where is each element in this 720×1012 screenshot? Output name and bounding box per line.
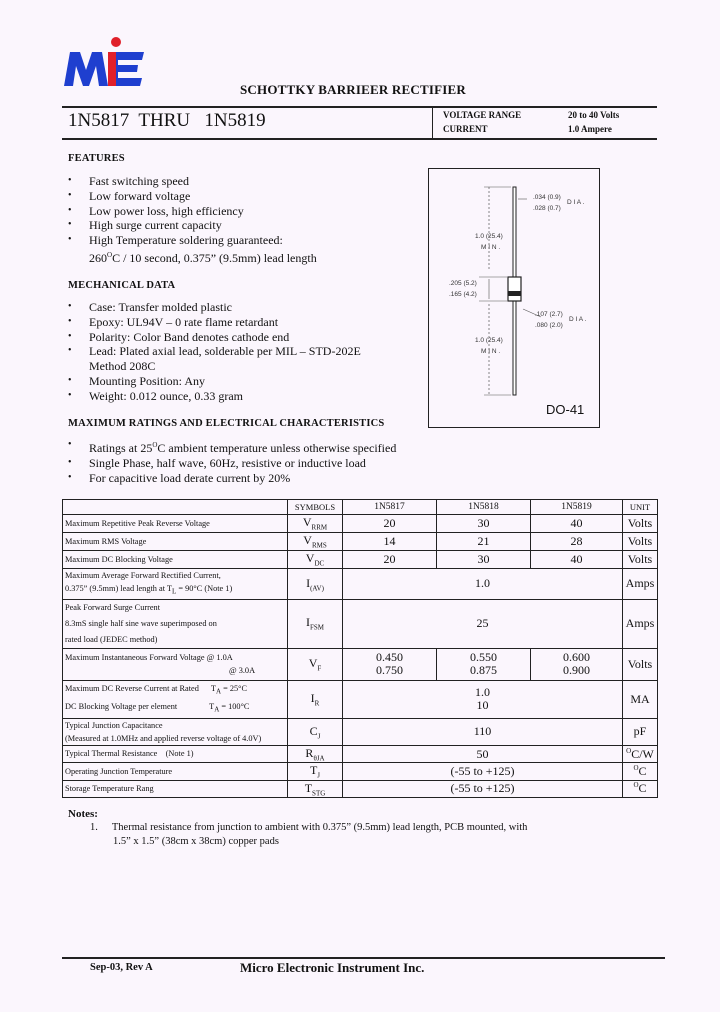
characteristics-table xyxy=(62,499,657,798)
dim-lead-dia-2: .028 (0.7) xyxy=(533,205,561,212)
list-item: • Epoxy: UL94V – 0 rate flame retardant xyxy=(68,315,361,330)
header-divider xyxy=(432,106,433,140)
unit: $^O$C/W xyxy=(623,745,658,762)
table-row xyxy=(63,569,658,600)
param-label: Maximum DC Blocking Voltage xyxy=(63,551,288,569)
header-1n5817: 1N5817 xyxy=(343,500,437,515)
header-1n5818: 1N5818 xyxy=(437,500,531,515)
value-all: (-55 to +125) xyxy=(343,780,623,797)
value-1n5819: 0.600 0.900 xyxy=(531,648,623,680)
document-title: SCHOTTKY BARRIEER RECTIFIER xyxy=(240,82,466,97)
unit: Volts xyxy=(623,648,658,680)
symbol: $I_R$ xyxy=(288,680,343,718)
list-item: • Low power loss, high efficiency xyxy=(68,204,317,219)
unit: Amps xyxy=(623,599,658,648)
list-item: • Single Phase, half wave, 60Hz, resistive or inductive load xyxy=(68,456,396,471)
dim-body-dia-2: .080 (2.0) xyxy=(535,322,563,329)
table-row xyxy=(63,515,658,533)
value-1n5818: 30 xyxy=(437,515,531,533)
footer-revision: Sep-03, Rev A xyxy=(90,962,153,973)
value-1n5818: 0.550 0.875 xyxy=(437,648,531,680)
param-label: Maximum RMS Voltage xyxy=(63,533,288,551)
table-header-row xyxy=(63,500,658,515)
ratings-heading: MAXIMUM RATINGS AND ELECTRICAL CHARACTERISTICS xyxy=(68,418,385,429)
table-row xyxy=(63,533,658,551)
features-heading: FEATURES xyxy=(68,153,125,164)
table-row xyxy=(63,648,658,680)
param-label: Storage Temperature Rang xyxy=(63,780,288,797)
list-item: Method 208C xyxy=(89,359,156,374)
list-item: • Weight: 0.012 ounce, 0.33 gram xyxy=(68,389,361,404)
voltage-range-value: 20 to 40 Volts xyxy=(568,110,620,120)
dim-lead-min-2: M I N . xyxy=(481,348,501,355)
table-row xyxy=(63,718,658,745)
table-row xyxy=(63,680,658,718)
mechanical-heading: MECHANICAL DATA xyxy=(68,280,176,291)
company-logo xyxy=(62,36,147,88)
note-1-continued: 1.5” x 1.5” (38cm x 38cm) copper pads xyxy=(113,836,279,847)
param-label: Typical Junction Capacitance (Measured at 1.0MHz and applied reverse voltage of 4.0V) xyxy=(63,718,288,745)
param-label: Maximum DC Reverse Current at Rated $T_A = 25^\circ C$ DC Blocking Voltage per element $T_A = 100^\circ C$ xyxy=(63,680,288,718)
current-label: CURRENT xyxy=(443,124,488,134)
header-rule-bottom xyxy=(62,138,657,140)
value-all: 1.0 xyxy=(343,569,623,600)
param-label: Peak Forward Surge Current 8.3mS single half sine wave superimposed on rated load (JEDEC method) xyxy=(63,599,288,648)
footer-company: Micro Electronic Instrument Inc. xyxy=(240,960,425,975)
list-item: • Ratings at $25^OC$ ambient temperature unless otherwise specified xyxy=(68,438,396,456)
dim-lead-length-2: 1.0 (25.4) xyxy=(475,337,503,344)
symbol: $V_{DC}$ xyxy=(288,551,343,569)
features-list xyxy=(68,174,317,266)
ratings-list xyxy=(68,438,396,485)
header-rule-top xyxy=(62,106,657,108)
part-range-title: 1N5817 THRU 1N5819 xyxy=(68,110,266,131)
param-label: Typical Thermal Resistance (Note 1) xyxy=(63,745,288,762)
dim-body-length-1: .205 (5.2) xyxy=(449,280,477,287)
list-item: • Fast switching speed xyxy=(68,174,317,189)
list-item: • Lead: Plated axial lead, solderable per MIL – STD-202E xyxy=(68,344,361,359)
unit: MA xyxy=(623,680,658,718)
list-item: • Low forward voltage xyxy=(68,189,317,204)
header-1n5819: 1N5819 xyxy=(531,500,623,515)
header-param xyxy=(63,500,288,515)
symbol: $V_{RMS}$ xyxy=(288,533,343,551)
dim-lead-min-1: M I N . xyxy=(481,244,501,251)
do41-outline xyxy=(429,169,599,427)
dim-lead-length-1: 1.0 (25.4) xyxy=(475,233,503,240)
param-label: Maximum Instantaneous Forward Voltage @ 1.0A @ 3.0A xyxy=(63,648,288,680)
param-label: Operating Junction Temperature xyxy=(63,763,288,780)
note-1: 1. Thermal resistance from junction to ambient with 0.375” (9.5mm) lead length, PCB mounted, with xyxy=(90,822,528,833)
header-symbols: SYMBOLS xyxy=(288,500,343,515)
unit: Volts xyxy=(623,533,658,551)
symbol: $V_{RRM}$ xyxy=(288,515,343,533)
symbol: $I_{FSM}$ xyxy=(288,599,343,648)
notes-heading: Notes: xyxy=(68,808,98,820)
list-item: $260^OC / 10$ second, 0.375” (9.5mm) lead length xyxy=(89,250,317,265)
current-value: 1.0 Ampere xyxy=(568,124,612,134)
unit: $^O$C xyxy=(623,763,658,780)
list-item: • High Temperature soldering guaranteed: xyxy=(68,233,317,248)
dim-lead-dia-label: D I A . xyxy=(567,199,585,206)
table-row xyxy=(63,551,658,569)
value-1n5817: 14 xyxy=(343,533,437,551)
value-1n5817: 20 xyxy=(343,551,437,569)
value-1n5817: 0.450 0.750 xyxy=(343,648,437,680)
symbol: $R_{\theta JA}$ xyxy=(288,745,343,762)
dim-body-dia-1: .107 (2.7) xyxy=(535,311,563,318)
symbol: $I_{(AV)}$ xyxy=(288,569,343,600)
value-all: 25 xyxy=(343,599,623,648)
symbol: $C_J$ xyxy=(288,718,343,745)
dim-body-length-2: .165 (4.2) xyxy=(449,291,477,298)
dim-lead-dia-1: .034 (0.9) xyxy=(533,194,561,201)
list-item: • Polarity: Color Band denotes cathode end xyxy=(68,330,361,345)
package-label: DO-41 xyxy=(546,402,585,417)
package-diagram xyxy=(428,168,600,428)
symbol: $V_F$ xyxy=(288,648,343,680)
value-1n5819: 28 xyxy=(531,533,623,551)
unit: Volts xyxy=(623,551,658,569)
value-1n5819: 40 xyxy=(531,551,623,569)
list-item: • For capacitive load derate current by 20% xyxy=(68,471,396,486)
mechanical-list xyxy=(68,300,361,404)
symbol: $T_J$ xyxy=(288,763,343,780)
list-item: • Mounting Position: Any xyxy=(68,374,361,389)
value-all: 50 xyxy=(343,745,623,762)
param-label: Maximum Average Forward Rectified Current, 0.375” (9.5mm) lead length at $T_L = 90^\circ C$ (Note 1) xyxy=(63,569,288,600)
table-row xyxy=(63,780,658,797)
unit: pF xyxy=(623,718,658,745)
dim-body-dia-label: D I A . xyxy=(569,316,587,323)
value-1n5818: 21 xyxy=(437,533,531,551)
table-row xyxy=(63,745,658,762)
symbol: $T_{STG}$ xyxy=(288,780,343,797)
table-row xyxy=(63,599,658,648)
value-1n5817: 20 xyxy=(343,515,437,533)
value-1n5819: 40 xyxy=(531,515,623,533)
unit: Amps xyxy=(623,569,658,600)
voltage-range-label: VOLTAGE RANGE xyxy=(443,110,522,120)
list-item: • Case: Transfer molded plastic xyxy=(68,300,361,315)
unit: Volts xyxy=(623,515,658,533)
param-label: Maximum Repetitive Peak Reverse Voltage xyxy=(63,515,288,533)
value-all: 110 xyxy=(343,718,623,745)
value-all: (-55 to +125) xyxy=(343,763,623,780)
footer-rule xyxy=(62,957,665,959)
unit: $^O$C xyxy=(623,780,658,797)
header-unit: UNIT xyxy=(623,500,658,515)
table-row xyxy=(63,763,658,780)
value-1n5818: 30 xyxy=(437,551,531,569)
value-all: 1.0 10 xyxy=(343,680,623,718)
list-item: • High surge current capacity xyxy=(68,218,317,233)
